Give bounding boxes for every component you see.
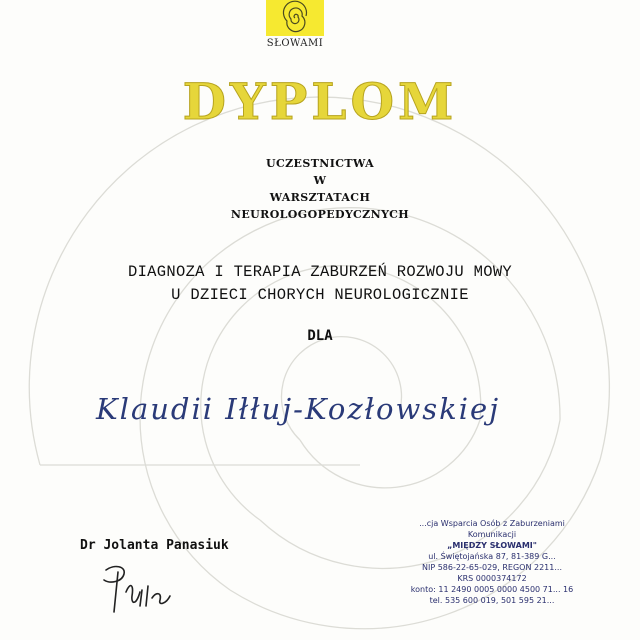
stamp-line-6: konto: 11 2490 0005 0000 4500 71... 16 — [410, 585, 574, 594]
recipient-name: Klaudii Iłłuj-Kozłowskiej — [96, 392, 501, 426]
signer-name: Dr Jolanta Panasiuk — [80, 538, 229, 553]
for-label: DLA — [307, 328, 333, 344]
participation-line-3: WARSZTATACH — [269, 191, 371, 204]
participation-line-4: NEUROLOGOPEDYCZNYCH — [230, 208, 410, 221]
spiral-icon — [266, 0, 324, 36]
participation-line-2: W — [313, 174, 327, 187]
stamp-line-4: NIP 586-22-65-029, REGON 2211... — [422, 563, 562, 572]
organization-stamp — [402, 518, 582, 606]
workshop-title-line-2: U DZIECI CHORYCH NEUROLOGICZNIE — [171, 286, 469, 304]
stamp-line-1: ...cja Wsparcia Osób z Zaburzeniami Komunikacji — [419, 519, 565, 539]
handwritten-signature — [96, 562, 186, 620]
stamp-line-7: tel. 535 600 019, 501 595 21... — [429, 596, 555, 605]
logo-name: SŁOWAMI — [266, 38, 324, 49]
participation-line-1: UCZESTNICTWA — [265, 157, 375, 170]
diploma-title: DYPLOM — [182, 72, 458, 131]
workshop-title-line-1: DIAGNOZA I TERAPIA ZABURZEŃ ROZWOJU MOWY — [127, 263, 513, 281]
stamp-line-3: ul. Świętojańska 87, 81-389 G... — [428, 552, 556, 561]
stamp-line-5: KRS 0000374172 — [457, 574, 527, 583]
stamp-line-2: „MIĘDZY SŁOWAMI" — [447, 541, 537, 550]
logo-badge — [266, 0, 324, 36]
